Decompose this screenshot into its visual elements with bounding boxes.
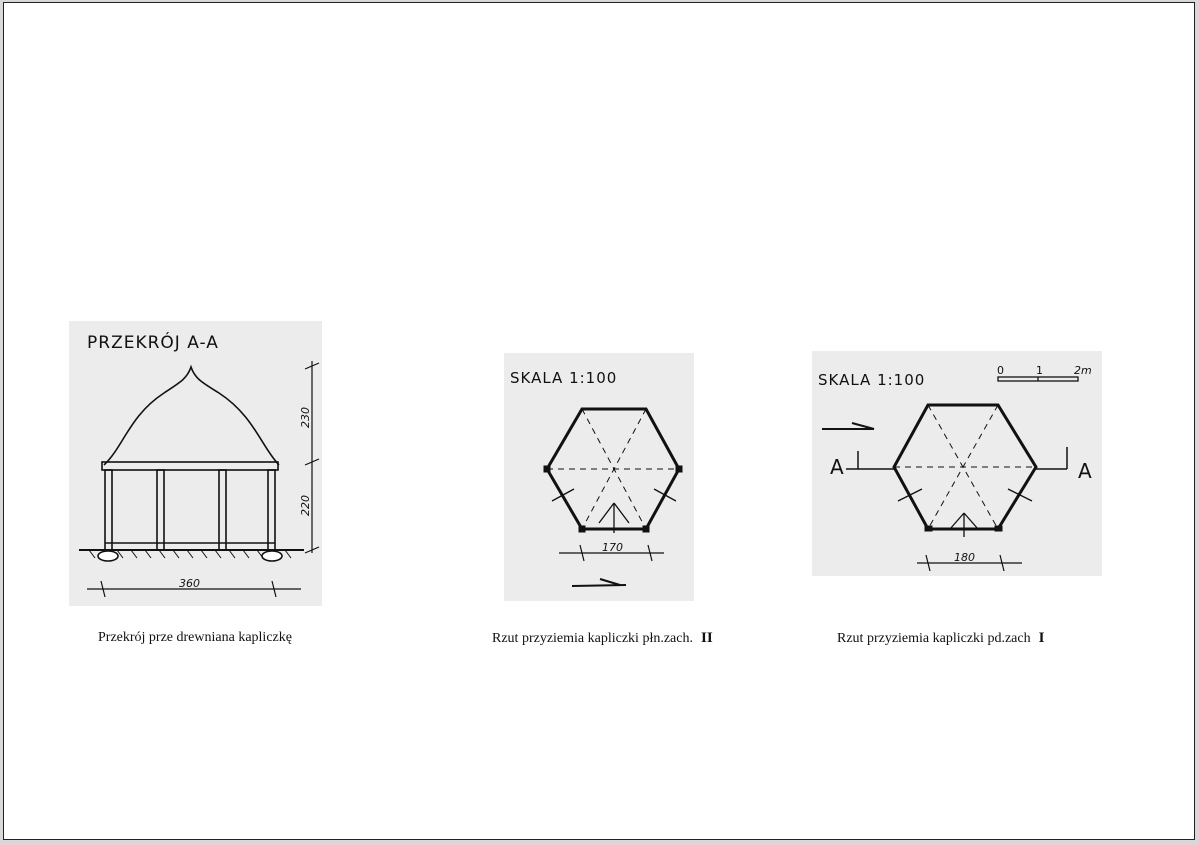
section-mark-left: A [830,455,845,479]
plan-sw-numeral: I [1038,630,1045,646]
plan-sw-caption-text: Rzut przyziemia kapliczki pd.zach [837,631,1031,646]
plan-sw-scale: SKALA 1:100 [818,371,926,389]
section-title: PRZEKRÓJ A-A [87,333,219,353]
plan-nw-caption [492,630,713,647]
section-caption: Przekrój prze drewniana kapliczkę [98,630,292,645]
plan-sw-dim-label: 180 [954,551,975,564]
section-drawing [69,321,322,606]
plan-sw-drawing [812,351,1102,576]
plan-nw-scale: SKALA 1:100 [510,369,618,387]
plan-nw-numeral: II [700,630,713,646]
dim-width-label: 360 [179,577,200,590]
section-drawing-panel [69,321,322,606]
plan-sw-panel [812,351,1102,576]
drawing-sheet [3,2,1195,840]
scalebar-label-0: 0 [997,364,1004,377]
scalebar-label-1: 1 [1036,364,1043,377]
plan-nw-caption-text: Rzut przyziemia kapliczki płn.zach. [492,631,693,646]
plan-sw-caption [837,630,1044,647]
plan-nw-dim-label: 170 [602,541,623,554]
plan-nw-drawing [504,353,694,601]
plan-nw-panel [504,353,694,601]
dim-top-label: 230 [299,407,312,428]
section-mark-right: A [1078,459,1093,483]
dim-mid-label: 220 [299,495,312,516]
scalebar-label-2: 2m [1074,364,1092,377]
